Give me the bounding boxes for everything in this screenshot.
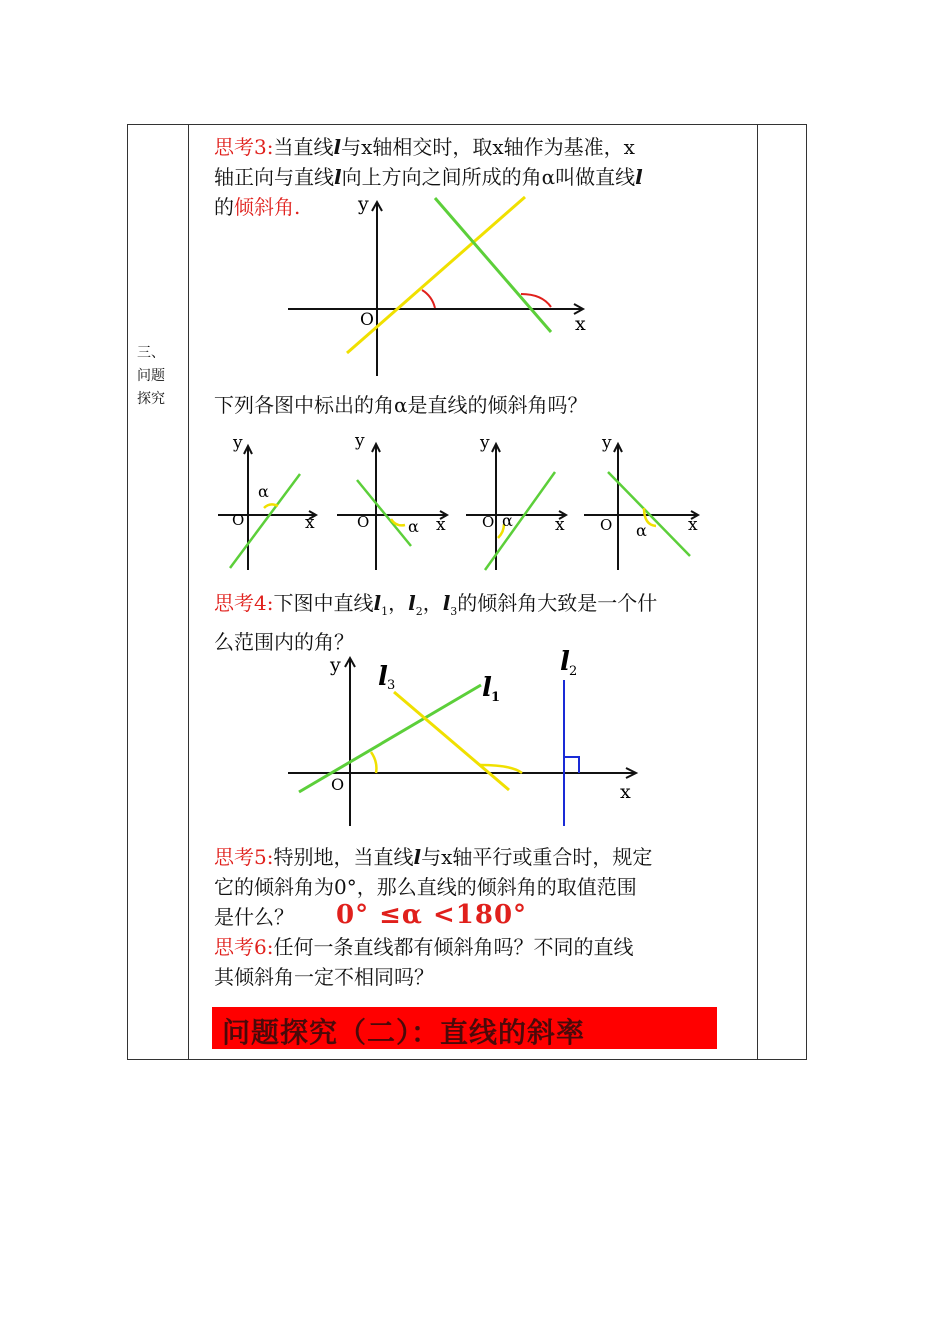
svg-text:y: y [355,431,365,451]
section-label: 三、 问题 探究 [137,345,165,407]
svg-text:y: y [330,654,341,676]
svg-text:2: 2 [569,664,578,679]
svg-text:x: x [688,515,698,535]
svg-text:l: l [482,673,492,703]
think5-paragraph: 思考5:特别地，当直线l与x轴平行或重合时，规定 它的倾斜角为0°，那么直线的倾斜角的取值范围 是什么？ [214,845,653,929]
angle-range: 0° ≤α <180° [336,900,528,930]
svg-text:x: x [305,513,315,533]
svg-text:α: α [502,511,513,530]
table-divider [188,124,189,1060]
svg-text:l: l [378,662,388,692]
svg-text:x: x [436,515,446,535]
svg-text:O: O [232,511,245,529]
svg-text:x: x [555,515,565,535]
svg-text:x: x [575,313,586,335]
svg-text:l: l [560,647,570,677]
banner-title: 问题探究（二）：直线的斜率 [222,1016,586,1049]
svg-text:3: 3 [387,678,396,693]
think6-paragraph: 思考6:任何一条直线都有倾斜角吗？不同的直线 其倾斜角一定不相同吗？ [214,935,634,989]
svg-text:1: 1 [491,690,501,705]
svg-text:O: O [600,516,613,534]
svg-text:O: O [360,310,374,330]
small-figure-3 [458,428,573,576]
svg-text:O: O [482,513,495,531]
svg-text:α: α [636,521,647,540]
think4-paragraph: 思考4:下图中直线$l_1$，$l_2$，$l_3$的倾斜角大致是一个什 么范围内的角？ [214,591,658,654]
svg-text:y: y [233,433,243,453]
svg-text:α: α [258,482,269,501]
svg-text:O: O [357,513,370,531]
inclination-figure [280,190,600,390]
three-lines-figure [280,648,650,838]
small-figure-1 [212,428,327,576]
svg-text:y: y [480,433,490,453]
question-text: 下列各图中标出的角α是直线的倾斜角吗？ [214,393,588,417]
svg-text:y: y [358,193,369,215]
think3-paragraph: 思考3:当直线l与x轴相交时，取x轴作为基准，x 轴正向与直线l向上方向之间所成的角α叫做直线l 的倾斜角. [214,135,643,219]
svg-text:O: O [331,775,345,794]
section-banner [212,1007,717,1049]
table-divider [757,124,758,1060]
small-figure-4 [580,428,705,576]
svg-text:y: y [602,433,612,453]
svg-text:x: x [620,781,631,803]
svg-text:α: α [408,517,419,536]
small-figure-2 [333,428,453,576]
